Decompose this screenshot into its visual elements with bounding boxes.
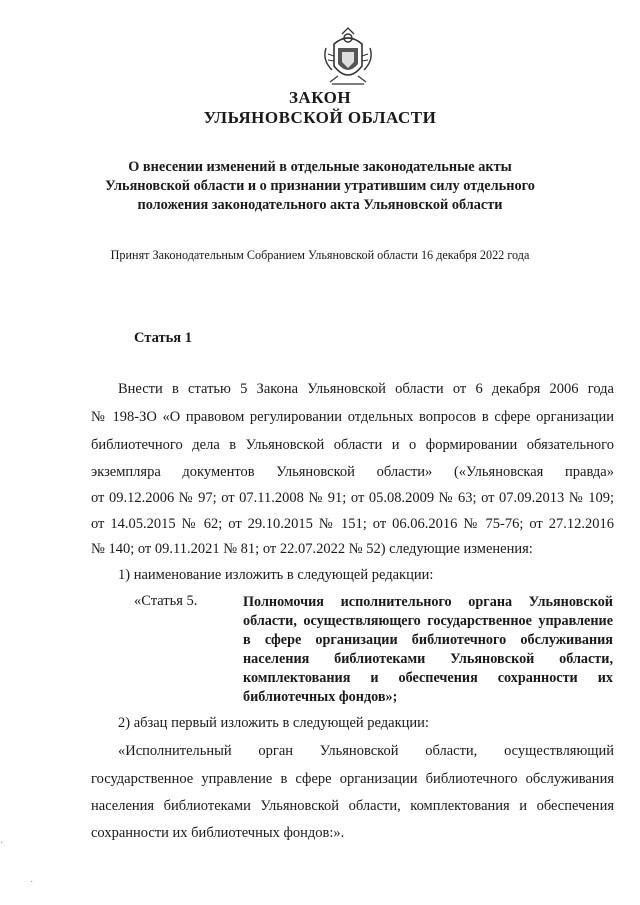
law-subject-line: О внесении изменений в отдельные законодательные акты xyxy=(128,159,512,175)
paragraph-line: библиотечного дела в Ульяновской области и о формировании обязательного xyxy=(91,437,614,453)
document-title-line1: ЗАКОН xyxy=(288,88,352,107)
law-subject-line: положения законодательного акта Ульяновской области xyxy=(137,197,503,213)
paragraph-line: «Исполнительный орган Ульяновской области, осуществляющий xyxy=(118,743,614,759)
paragraph-line: населения библиотеками Ульяновской области, комплектования и обеспечения xyxy=(91,798,614,814)
document-title-line2: УЛЬЯНОВСКОЙ ОБЛАСТИ xyxy=(203,108,437,127)
paragraph-line: государственное управление в сфере организации библиотечного обслуживания xyxy=(91,771,614,787)
paragraph-line: экземпляра документов Ульяновской области» («Ульяновская правда» xyxy=(91,464,614,480)
amendment-item-1: 1) наименование изложить в следующей редакции: xyxy=(118,567,434,583)
scan-mark: · xyxy=(0,838,4,849)
article-heading: Статья 1 xyxy=(134,330,192,346)
paragraph-line: сохранности их библиотечных фондов:». xyxy=(91,825,345,841)
quoted-article-title: Полномочия исполнительного органа Ульяновской области, осуществляющего государственное управление в сфере организации библиотечного обслуживания населения библиотеками Ульяновской области, комплектования и обеспечения сохранности их библиотечных фондов»; xyxy=(243,594,613,705)
adoption-note: Принят Законодательным Собранием Ульяновской области 16 декабря 2022 года xyxy=(110,248,530,262)
paragraph-line: № 198-ЗО «О правовом регулировании отдельных вопросов в сфере организации xyxy=(91,409,614,425)
coat-of-arms-icon xyxy=(320,26,376,88)
law-subject-line: Ульяновской области и о признании утратившим силу отдельного xyxy=(105,178,535,194)
quoted-article-label: «Статья 5. xyxy=(134,593,198,609)
scan-mark: ˙ xyxy=(30,880,34,891)
amendment-item-2: 2) абзац первый изложить в следующей редакции: xyxy=(118,715,429,731)
paragraph-line: от 09.12.2006 № 97; от 07.11.2008 № 91; от 05.08.2009 № 63; от 07.09.2013 № 109; xyxy=(91,490,614,506)
paragraph-line: от 14.05.2015 № 62; от 29.10.2015 № 151; от 06.06.2016 № 75-76; от 27.12.2016 xyxy=(91,516,614,532)
paragraph-line: № 140; от 09.11.2021 № 81; от 22.07.2022 № 52) следующие изменения: xyxy=(91,541,533,557)
law-subject xyxy=(0,158,640,215)
paragraph-line: Внести в статью 5 Закона Ульяновской области от 6 декабря 2006 года xyxy=(118,381,614,397)
